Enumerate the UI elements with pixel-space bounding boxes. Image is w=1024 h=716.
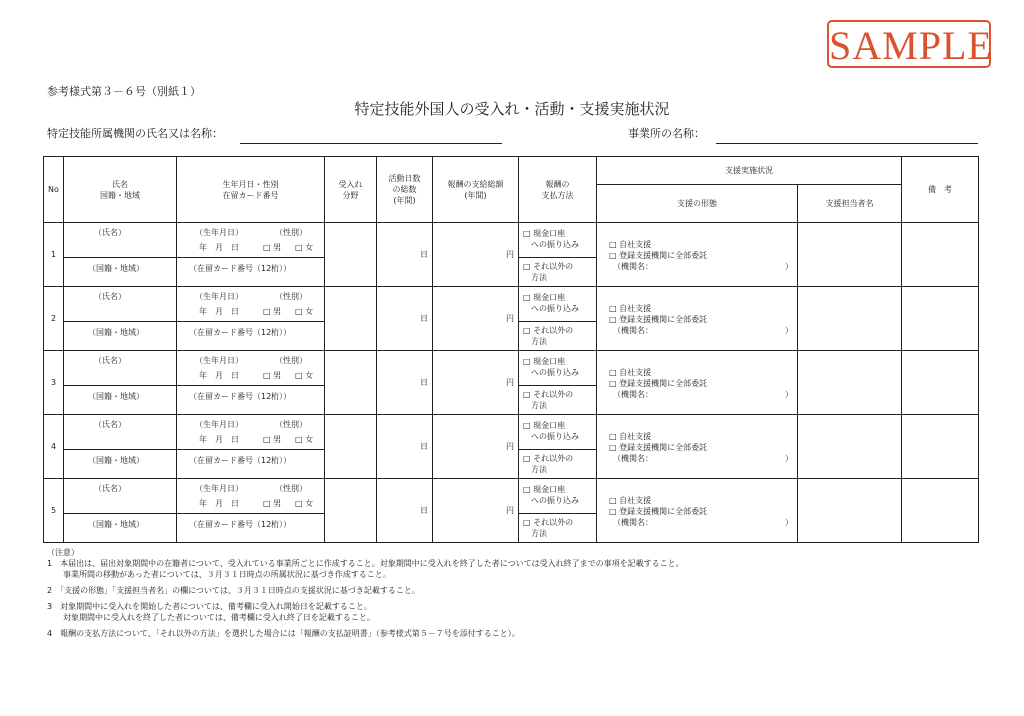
support-person-cell[interactable] <box>798 415 902 479</box>
status-table <box>43 156 979 543</box>
support-person-cell[interactable] <box>798 223 902 287</box>
agency-label: （機関名： <box>613 390 653 399</box>
days-cell[interactable] <box>377 479 433 543</box>
name-cell[interactable] <box>64 351 177 415</box>
bank-transfer-checkbox[interactable]: □ 現金口座 <box>523 357 566 366</box>
support-form-cell[interactable] <box>597 415 798 479</box>
birth-label: （生年月日） <box>195 356 243 365</box>
nationality-label: （国籍・地域） <box>88 456 144 465</box>
note-4: 4 報酬の支払方法について、「それ以外の方法」を選択した場合には「報酬の支払証明書」（参考様式第５－７号を添付すること）。 <box>47 629 520 638</box>
name-label: （氏名） <box>94 356 126 365</box>
row-no: 1 <box>44 223 64 287</box>
office-name-label: 事業所の名称： <box>628 127 705 140</box>
sex-label: （性別） <box>275 356 307 365</box>
female-checkbox[interactable]: □ 女 <box>295 499 314 508</box>
other-method-checkbox[interactable]: □ それ以外の <box>523 454 574 463</box>
header-remarks: 備 考 <box>902 157 979 223</box>
header-name: 氏名 国籍・地域 <box>64 157 177 223</box>
birth-cell[interactable] <box>177 287 325 351</box>
name-cell[interactable] <box>64 479 177 543</box>
other-method-label: 方法 <box>531 337 547 346</box>
pay-cell[interactable] <box>433 287 519 351</box>
self-support-checkbox[interactable]: □ 自社支援 <box>609 496 652 505</box>
name-label: （氏名） <box>94 420 126 429</box>
bank-transfer-label: への振り込み <box>531 368 579 377</box>
female-checkbox[interactable]: □ 女 <box>295 371 314 380</box>
birth-cell[interactable] <box>177 351 325 415</box>
org-name-label: 特定技能所属機関の氏名又は名称： <box>47 127 223 140</box>
delegation-checkbox[interactable]: □ 登録支援機関に全部委託 <box>609 251 708 260</box>
female-checkbox[interactable]: □ 女 <box>295 435 314 444</box>
remarks-cell[interactable] <box>902 351 979 415</box>
other-method-label: 方法 <box>531 401 547 410</box>
sample-stamp: SAMPLE <box>827 20 991 68</box>
field-cell[interactable] <box>325 287 377 351</box>
row-no: 3 <box>44 351 64 415</box>
pay-cell[interactable] <box>433 351 519 415</box>
row-no: 2 <box>44 287 64 351</box>
header-birth: 生年月日・性別 在留カード番号 <box>177 157 325 223</box>
days-cell[interactable] <box>377 415 433 479</box>
header-no: No <box>44 157 64 223</box>
remarks-cell[interactable] <box>902 479 979 543</box>
days-unit: 日 <box>420 314 428 323</box>
nationality-label: （国籍・地域） <box>88 328 144 337</box>
birth-cell[interactable] <box>177 415 325 479</box>
delegation-checkbox[interactable]: □ 登録支援機関に全部委託 <box>609 443 708 452</box>
self-support-checkbox[interactable]: □ 自社支援 <box>609 304 652 313</box>
card-number-label: （在留カード番号（12桁）） <box>189 264 292 273</box>
days-cell[interactable] <box>377 223 433 287</box>
days-unit: 日 <box>420 506 428 515</box>
self-support-checkbox[interactable]: □ 自社支援 <box>609 432 652 441</box>
bank-transfer-checkbox[interactable]: □ 現金口座 <box>523 293 566 302</box>
other-method-checkbox[interactable]: □ それ以外の <box>523 262 574 271</box>
header-support-status: 支援実施状況 <box>597 157 902 185</box>
male-checkbox[interactable]: □ 男 <box>263 371 282 380</box>
header-support-person: 支援担当者名 <box>798 185 902 223</box>
table-row <box>44 479 979 543</box>
other-method-label: 方法 <box>531 273 547 282</box>
notes <box>47 547 684 639</box>
pay-cell[interactable] <box>433 415 519 479</box>
table-row <box>44 287 979 351</box>
field-cell[interactable] <box>325 479 377 543</box>
field-cell[interactable] <box>325 223 377 287</box>
note-1a: 1 本届出は、届出対象期間中の在籍者について、受入れている事業所ごとに作成すること。対象期間中に受入れを終了した者については受入れ終了までの事項を記載すること。 <box>47 559 684 568</box>
bank-transfer-label: への振り込み <box>531 240 579 249</box>
support-person-cell[interactable] <box>798 479 902 543</box>
page-title: 特定技能外国人の受入れ・活動・支援実施状況 <box>354 100 670 118</box>
yen-unit: 円 <box>506 378 514 387</box>
remarks-cell[interactable] <box>902 415 979 479</box>
agency-close: ） <box>785 262 793 271</box>
nationality-label: （国籍・地域） <box>88 392 144 401</box>
header-field: 受入れ 分野 <box>325 157 377 223</box>
other-method-label: 方法 <box>531 465 547 474</box>
days-unit: 日 <box>420 378 428 387</box>
name-label: （氏名） <box>94 484 126 493</box>
note-3b: 対象期間中に受入れを終了した者については、備考欄に受入れ終了日を記載すること。 <box>63 613 375 622</box>
date-label: 年 月 日 <box>199 307 239 316</box>
bank-transfer-checkbox[interactable]: □ 現金口座 <box>523 485 566 494</box>
date-label: 年 月 日 <box>199 435 239 444</box>
support-person-cell[interactable] <box>798 287 902 351</box>
note-3a: 3 対象期間中に受入れを開始した者については、備考欄に受入れ開始日を記載すること。 <box>47 602 372 611</box>
sex-label: （性別） <box>275 292 307 301</box>
male-checkbox[interactable]: □ 男 <box>263 307 282 316</box>
header-pay: 報酬の支給総額 (年間) <box>433 157 519 223</box>
support-form-cell[interactable] <box>597 479 798 543</box>
remarks-cell[interactable] <box>902 287 979 351</box>
male-checkbox[interactable]: □ 男 <box>263 243 282 252</box>
sex-label: （性別） <box>275 420 307 429</box>
note-1b: 事業所間の移動があった者については、３月３１日時点の所属状況に基づき作成すること。 <box>63 570 391 579</box>
pay-cell[interactable] <box>433 479 519 543</box>
days-cell[interactable] <box>377 287 433 351</box>
nationality-label: （国籍・地域） <box>88 264 144 273</box>
birth-cell[interactable] <box>177 479 325 543</box>
birth-label: （生年月日） <box>195 420 243 429</box>
female-checkbox[interactable]: □ 女 <box>295 307 314 316</box>
header-method: 報酬の 支払方法 <box>519 157 597 223</box>
name-cell[interactable] <box>64 223 177 287</box>
method-cell[interactable] <box>519 479 597 543</box>
yen-unit: 円 <box>506 250 514 259</box>
table-row <box>44 351 979 415</box>
yen-unit: 円 <box>506 442 514 451</box>
method-cell[interactable] <box>519 287 597 351</box>
days-unit: 日 <box>420 250 428 259</box>
other-method-label: 方法 <box>531 529 547 538</box>
remarks-cell[interactable] <box>902 223 979 287</box>
agency-close: ） <box>785 454 793 463</box>
self-support-checkbox[interactable]: □ 自社支援 <box>609 240 652 249</box>
male-checkbox[interactable]: □ 男 <box>263 435 282 444</box>
agency-close: ） <box>785 390 793 399</box>
female-checkbox[interactable]: □ 女 <box>295 243 314 252</box>
method-cell[interactable] <box>519 223 597 287</box>
agency-close: ） <box>785 326 793 335</box>
date-label: 年 月 日 <box>199 243 239 252</box>
method-cell[interactable] <box>519 351 597 415</box>
bank-transfer-checkbox[interactable]: □ 現金口座 <box>523 229 566 238</box>
field-cell[interactable] <box>325 351 377 415</box>
yen-unit: 円 <box>506 314 514 323</box>
yen-unit: 円 <box>506 506 514 515</box>
card-number-label: （在留カード番号（12桁）） <box>189 456 292 465</box>
agency-label: （機関名： <box>613 454 653 463</box>
other-method-checkbox[interactable]: □ それ以外の <box>523 518 574 527</box>
bank-transfer-label: への振り込み <box>531 496 579 505</box>
sex-label: （性別） <box>275 228 307 237</box>
other-method-checkbox[interactable]: □ それ以外の <box>523 390 574 399</box>
days-unit: 日 <box>420 442 428 451</box>
office-name-line[interactable] <box>716 143 978 144</box>
name-cell[interactable] <box>64 287 177 351</box>
sex-label: （性別） <box>275 484 307 493</box>
delegation-checkbox[interactable]: □ 登録支援機関に全部委託 <box>609 379 708 388</box>
name-label: （氏名） <box>94 292 126 301</box>
card-number-label: （在留カード番号（12桁）） <box>189 392 292 401</box>
support-form-cell[interactable] <box>597 287 798 351</box>
name-label: （氏名） <box>94 228 126 237</box>
agency-close: ） <box>785 518 793 527</box>
note-2: 2 「支援の形態」「支援担当者名」の欄については、３月３１日時点の支援状況に基づき記載すること。 <box>47 586 420 595</box>
bank-transfer-checkbox[interactable]: □ 現金口座 <box>523 421 566 430</box>
birth-label: （生年月日） <box>195 484 243 493</box>
agency-label: （機関名： <box>613 518 653 527</box>
days-cell[interactable] <box>377 351 433 415</box>
self-support-checkbox[interactable]: □ 自社支援 <box>609 368 652 377</box>
support-form-cell[interactable] <box>597 351 798 415</box>
row-no: 5 <box>44 479 64 543</box>
pay-cell[interactable] <box>433 223 519 287</box>
org-name-line[interactable] <box>240 143 502 144</box>
name-cell[interactable] <box>64 415 177 479</box>
birth-label: （生年月日） <box>195 228 243 237</box>
date-label: 年 月 日 <box>199 371 239 380</box>
other-method-checkbox[interactable]: □ それ以外の <box>523 326 574 335</box>
card-number-label: （在留カード番号（12桁）） <box>189 520 292 529</box>
field-cell[interactable] <box>325 415 377 479</box>
birth-cell[interactable] <box>177 223 325 287</box>
header-support-form: 支援の形態 <box>597 185 798 223</box>
delegation-checkbox[interactable]: □ 登録支援機関に全部委託 <box>609 315 708 324</box>
bank-transfer-label: への振り込み <box>531 304 579 313</box>
row-no: 4 <box>44 415 64 479</box>
header-days: 活動日数 の総数 (年間) <box>377 157 433 223</box>
support-person-cell[interactable] <box>798 351 902 415</box>
notes-head: （注意） <box>47 548 79 557</box>
table-row <box>44 415 979 479</box>
birth-label: （生年月日） <box>195 292 243 301</box>
delegation-checkbox[interactable]: □ 登録支援機関に全部委託 <box>609 507 708 516</box>
form-number: 参考様式第３－６号（別紙１） <box>47 85 201 98</box>
nationality-label: （国籍・地域） <box>88 520 144 529</box>
support-form-cell[interactable] <box>597 223 798 287</box>
table-row <box>44 223 979 287</box>
method-cell[interactable] <box>519 415 597 479</box>
date-label: 年 月 日 <box>199 499 239 508</box>
agency-label: （機関名： <box>613 326 653 335</box>
agency-label: （機関名： <box>613 262 653 271</box>
card-number-label: （在留カード番号（12桁）） <box>189 328 292 337</box>
male-checkbox[interactable]: □ 男 <box>263 499 282 508</box>
bank-transfer-label: への振り込み <box>531 432 579 441</box>
